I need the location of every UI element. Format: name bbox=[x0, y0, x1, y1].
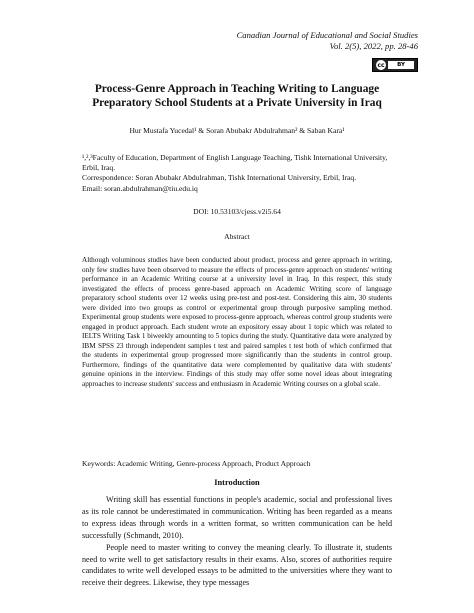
cc-by-license-icon[interactable] bbox=[372, 58, 418, 72]
journal-citation bbox=[118, 30, 418, 52]
affiliation-line: ¹,²,³Faculty of Education, Department of English Language Teaching, Tishk International University, Erbil, Iraq. bbox=[82, 153, 388, 173]
email-line: Email: soran.abdulrahman@tiu.edu.iq bbox=[82, 183, 198, 193]
introduction-body bbox=[82, 494, 392, 589]
body-paragraph: Writing skill has essential functions in people's academic, social and professional lives as its role cannot be underestimated in communication. Writing has been regarded as a means to express ideas through words in a written format, so written communication can be held successfully (Schmandt, 2010). bbox=[82, 495, 392, 540]
journal-name: Canadian Journal of Educational and Social Studies bbox=[236, 30, 418, 40]
author-list: Hur Mustafa Yucedal¹ & Soran Abubakr Abdulrahman² & Saban Kara¹ bbox=[129, 126, 345, 135]
affiliation-block bbox=[82, 153, 400, 194]
keywords-line: Keywords: Academic Writing, Genre-process Approach, Product Approach bbox=[82, 459, 311, 468]
body-paragraph: People need to master writing to convey the meaning clearly. To illustrate it, students need to write well to get satisfactory results in their exams. Also, scores of authorities require candidates to write well developed essays to be admitted to the universities where they want to receive their degrees. Likewise, they type messages bbox=[82, 542, 392, 588]
cc-by-label: BY bbox=[388, 61, 414, 69]
abstract-text: Although voluminous studies have been conducted about product, process and genre approach in writing, only few studies have been observed to measure the effects of process-genre approach on students' writing performance in an Academic Writing course at a university level in Iraq. In this respect, this study investigated the effects of process genre-based approach on Academic Writing score of language preparatory school students over 12 weeks using pre-test and post-test. Considering this aim, 30 students were divided into two groups as control or experimental group through purposive sampling method. Experimental group students were exposed to process-genre approach, whereas control group students were engaged in product approach. Each student wrote an expository essay about 1 topic which was related to IELTS Writing Task 1 biweekly amounting to 5 topics during the study. Quantitative data were analyzed by IBM SPSS 23 through independent samples t test and paired samples t test both of which confirmed that the students in experimental group progressed more significantly than the students in control group. Furthermore, findings of the quantitative data were complemented by qualitative data with students' genuine opinions in the interview. Findings of this study may offer some novel ideas about integrating approaches to increase students' success and enthusiasm in Academic Writing courses on a global scale. bbox=[82, 256, 392, 388]
journal-volume: Vol. 2(5), 2022, pp. 28-46 bbox=[329, 41, 418, 51]
paper-title: Process-Genre Approach in Teaching Writing to Language Preparatory School Students at a Private University in Iraq bbox=[92, 83, 382, 109]
doi-link[interactable]: DOI: 10.53103/cjess.v2i5.64 bbox=[193, 207, 281, 216]
introduction-heading: Introduction bbox=[214, 478, 260, 487]
cc-circle-icon: cc bbox=[377, 61, 385, 69]
correspondence-line: Correspondence: Soran Abubakr Abdulrahman, Tishk International University, Erbil, Iraq. bbox=[82, 173, 357, 183]
abstract-heading: Abstract bbox=[224, 232, 250, 241]
